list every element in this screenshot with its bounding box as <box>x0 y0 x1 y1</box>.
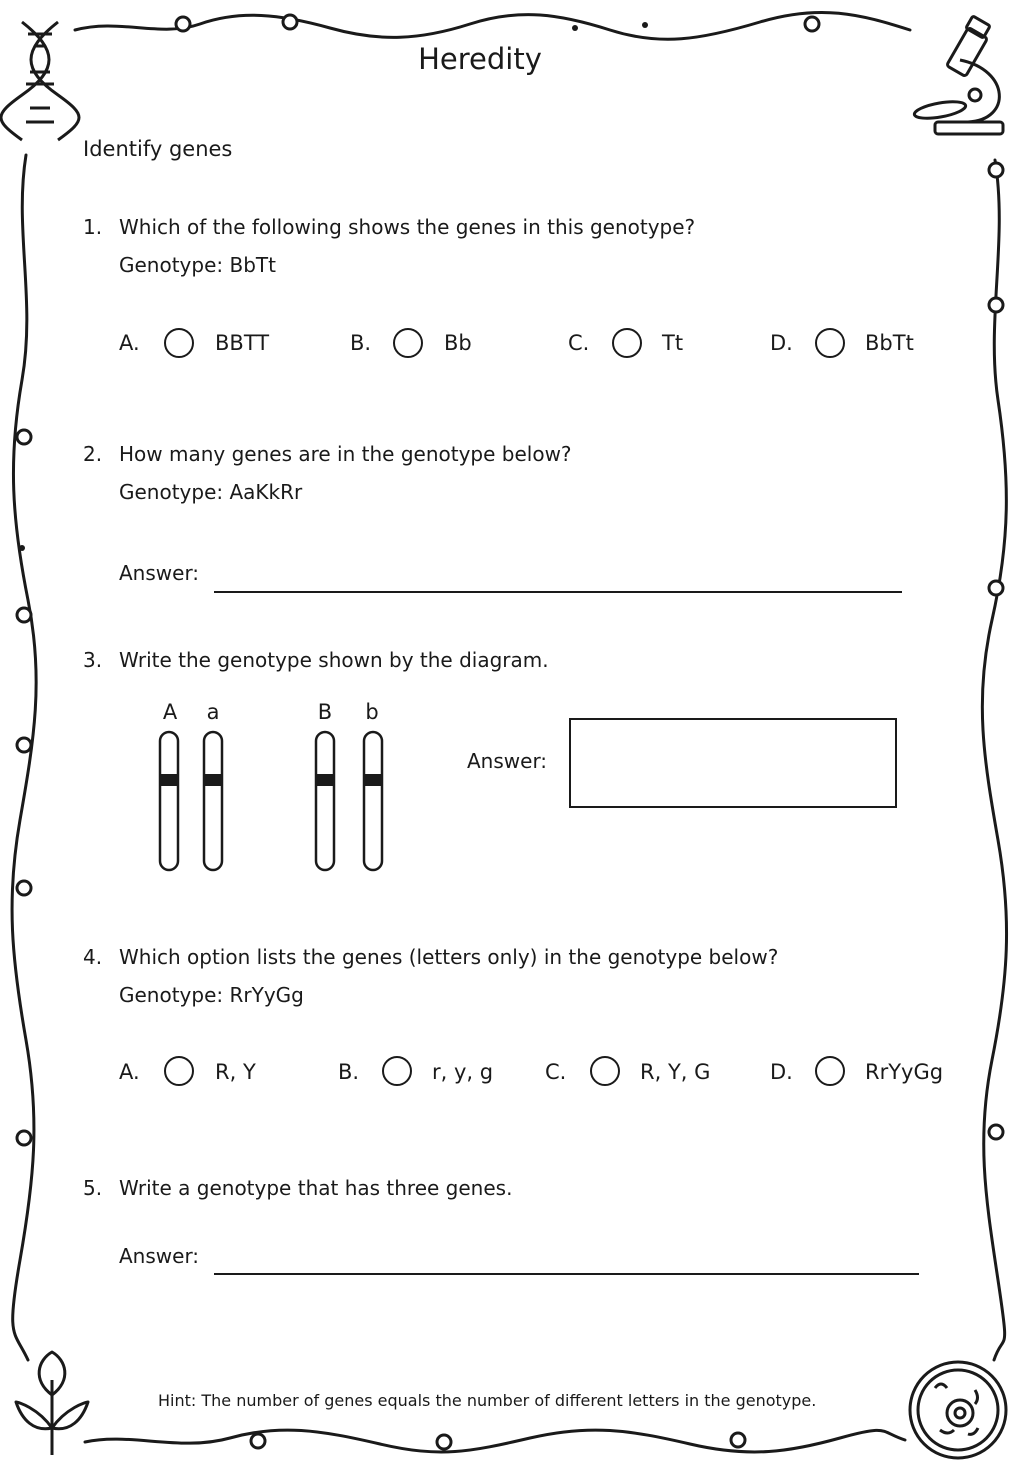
question-text: Write a genotype that has three genes. <box>119 1176 513 1200</box>
option-letter: C. <box>545 1060 567 1084</box>
chromosome-diagram <box>150 728 390 878</box>
question-text: Which of the following shows the genes in this genotype? <box>119 215 696 239</box>
petri-dish-icon <box>910 1362 1006 1458</box>
option-text: R, Y <box>215 1060 256 1084</box>
option-letter: B. <box>338 1060 360 1084</box>
hint-text: Hint: The number of genes equals the number of different letters in the genotype. <box>158 1391 817 1410</box>
genotype-text: Genotype: AaKkRr <box>119 480 303 504</box>
dna-icon <box>1 22 79 140</box>
answer-label: Answer: <box>467 749 548 773</box>
question-number: 4. <box>83 945 103 969</box>
radio-q1-d[interactable] <box>815 328 845 358</box>
gene-band <box>316 774 334 786</box>
genotype-text: Genotype: RrYyGg <box>119 983 304 1007</box>
radio-q4-b[interactable] <box>382 1056 412 1086</box>
page-title: Heredity <box>418 42 542 76</box>
question-number: 3. <box>83 648 103 672</box>
radio-q4-d[interactable] <box>815 1056 845 1086</box>
option-text: BBTT <box>215 331 270 355</box>
section-heading: Identify genes <box>83 137 233 161</box>
radio-q1-c[interactable] <box>612 328 642 358</box>
answer-line-q5[interactable] <box>214 1273 919 1275</box>
chromosome <box>204 732 222 870</box>
question-text: How many genes are in the genotype below? <box>119 442 572 466</box>
allele-label: a <box>206 700 220 724</box>
option-text: Tt <box>662 331 684 355</box>
option-letter: B. <box>350 331 372 355</box>
question-number: 2. <box>83 442 103 466</box>
gene-band <box>204 774 222 786</box>
option-text: Bb <box>444 331 472 355</box>
option-text: BbTt <box>865 331 914 355</box>
chromosome <box>364 732 382 870</box>
radio-q4-c[interactable] <box>590 1056 620 1086</box>
gene-band <box>364 774 382 786</box>
allele-label: B <box>317 700 333 724</box>
option-text: R, Y, G <box>640 1060 711 1084</box>
answer-label: Answer: <box>119 561 200 585</box>
radio-q1-b[interactable] <box>393 328 423 358</box>
chromosome <box>316 732 334 870</box>
radio-q1-a[interactable] <box>164 328 194 358</box>
radio-q4-a[interactable] <box>164 1056 194 1086</box>
chromosome <box>160 732 178 870</box>
option-text: r, y, g <box>432 1060 494 1084</box>
answer-label: Answer: <box>119 1244 200 1268</box>
option-letter: A. <box>119 1060 140 1084</box>
genotype-text: Genotype: BbTt <box>119 253 276 277</box>
option-letter: D. <box>770 331 793 355</box>
question-number: 1. <box>83 215 103 239</box>
option-letter: C. <box>568 331 590 355</box>
option-text: RrYyGg <box>865 1060 944 1084</box>
question-text: Write the genotype shown by the diagram. <box>119 648 549 672</box>
question-number: 5. <box>83 1176 103 1200</box>
answer-line-q2[interactable] <box>214 591 902 593</box>
allele-label: b <box>365 700 379 724</box>
plant-icon <box>16 1352 88 1455</box>
option-letter: D. <box>770 1060 793 1084</box>
option-letter: A. <box>119 331 140 355</box>
question-text: Which option lists the genes (letters only) in the genotype below? <box>119 945 779 969</box>
answer-box-q3[interactable] <box>569 718 897 808</box>
gene-band <box>160 774 178 786</box>
allele-label: A <box>162 700 178 724</box>
